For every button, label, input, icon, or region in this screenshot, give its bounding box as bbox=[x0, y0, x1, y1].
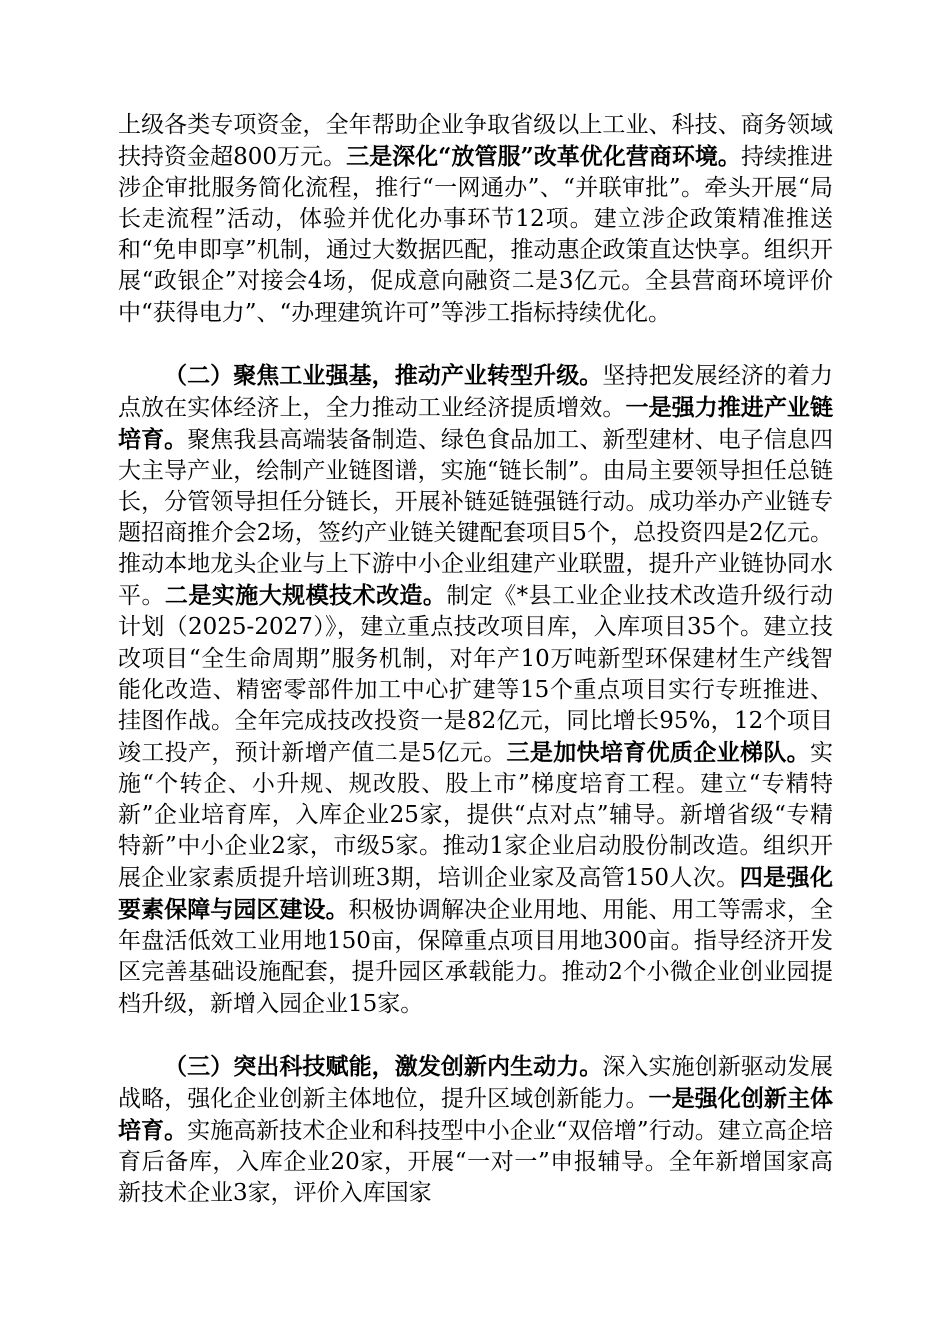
bold-heading-run: 四是强化要素保障与园区建设。 bbox=[118, 864, 833, 924]
body-text-run: 聚焦我县高端装备制造、绿色食品加工、新型建材、电子信息四大主导产业，绘制产业链图谱，实施“链长制”。由局主要领导担任总链长，分管领导担任分链长，开展补链延链强链行动。成功举办产业链专题招商推介会2场，签约产业链关键配套项目5个，总投资四是2亿元。推动本地龙头企业与上下游中小企业组建产业联盟，提升产业链协同水平。 bbox=[118, 426, 834, 610]
body-text-run: 实施“个转企、小升规、规改股、股上市”梯度培育工程。建立“专精特新”企业培育库，入库企业25家，提供“点对点”辅导。新增省级“专精特新”中小企业2家，市级5家。推动1家企业启动股份制改造。组织开展企业家素质提升培训班3期，培训企业家及高管150人次。 bbox=[118, 739, 834, 892]
bold-heading-run: 三是加快培育优质企业梯队。 bbox=[506, 738, 811, 766]
paragraph-business-environment bbox=[118, 110, 833, 329]
paragraph-industrial-upgrade bbox=[118, 360, 833, 1020]
body-text-run: 实施高新技术企业和科技型中小企业“双倍增”行动。建立高企培育后备库，入库企业20家，开展“一对一”申报辅导。全年新增国家高新技术企业3家，评价入库国家 bbox=[118, 1117, 833, 1206]
document-page bbox=[118, 110, 833, 1209]
bold-heading-run: 二是实施大规模技术改造。 bbox=[164, 582, 447, 610]
body-text-run: 上级各类专项资金，全年帮助企业争取省级以上工业、科技、商务领域扶持资金超800万元。 bbox=[118, 112, 833, 171]
bold-heading-run: 三是深化“放管服”改革优化营商环境。 bbox=[346, 143, 741, 171]
body-text-run: 深入实施创新驱动发展战略，强化企业创新主体地位，提升区域创新能力。 bbox=[118, 1053, 834, 1112]
body-text-run: 持续推进涉企审批服务简化流程，推行“一网通办”、“并联审批”。牵头开展“局长走流程”活动，体验并优化办事环节12项。建立涉企政策精准推送和“免申即享”机制，通过大数据匹配，推动惠企政策直达快享。组织开展“政银企”对接会4场，促成意向融资二是3亿元。全县营商环境评价中“获得电力”、“办理建筑许可”等涉工指标持续优化。 bbox=[118, 144, 834, 326]
bold-heading-run: （二）聚焦工业强基，推动产业转型升级。 bbox=[164, 361, 603, 389]
bold-heading-run: （三）突出科技赋能，激发创新内生动力。 bbox=[164, 1052, 603, 1080]
body-text-run: 积极协调解决企业用地、用能、用工等需求，全年盘活低效工业用地150亩，保障重点项目用地300亩。指导经济开发区完善基础设施配套，提升园区承载能力。推动2个小微企业创业园提档升级，新增入园企业15家。 bbox=[118, 897, 834, 1017]
bold-heading-run: 一是强力推进产业链培育。 bbox=[118, 393, 834, 453]
body-text-run: 坚持把发展经济的着力点放在实体经济上，全力推动工业经济提质增效。 bbox=[118, 362, 834, 421]
bold-heading-run: 一是强化创新主体培育。 bbox=[118, 1084, 834, 1144]
paragraph-tech-innovation bbox=[118, 1051, 833, 1209]
body-text-run: 制定《*县工业企业技术改造升级行动计划（2025-2027）》，建立重点技改项目库，入库项目35个。建立技改项目“全生命周期”服务机制，对年产10万吨新型环保建材生产线智能化改造、精密零部件加工中心扩建等15个重点项目实行专班推进、挂图作战。全年完成技改投资一是82亿元，同比增长95%，12个项目竣工投产，预计新增产值二是5亿元。 bbox=[118, 583, 834, 766]
